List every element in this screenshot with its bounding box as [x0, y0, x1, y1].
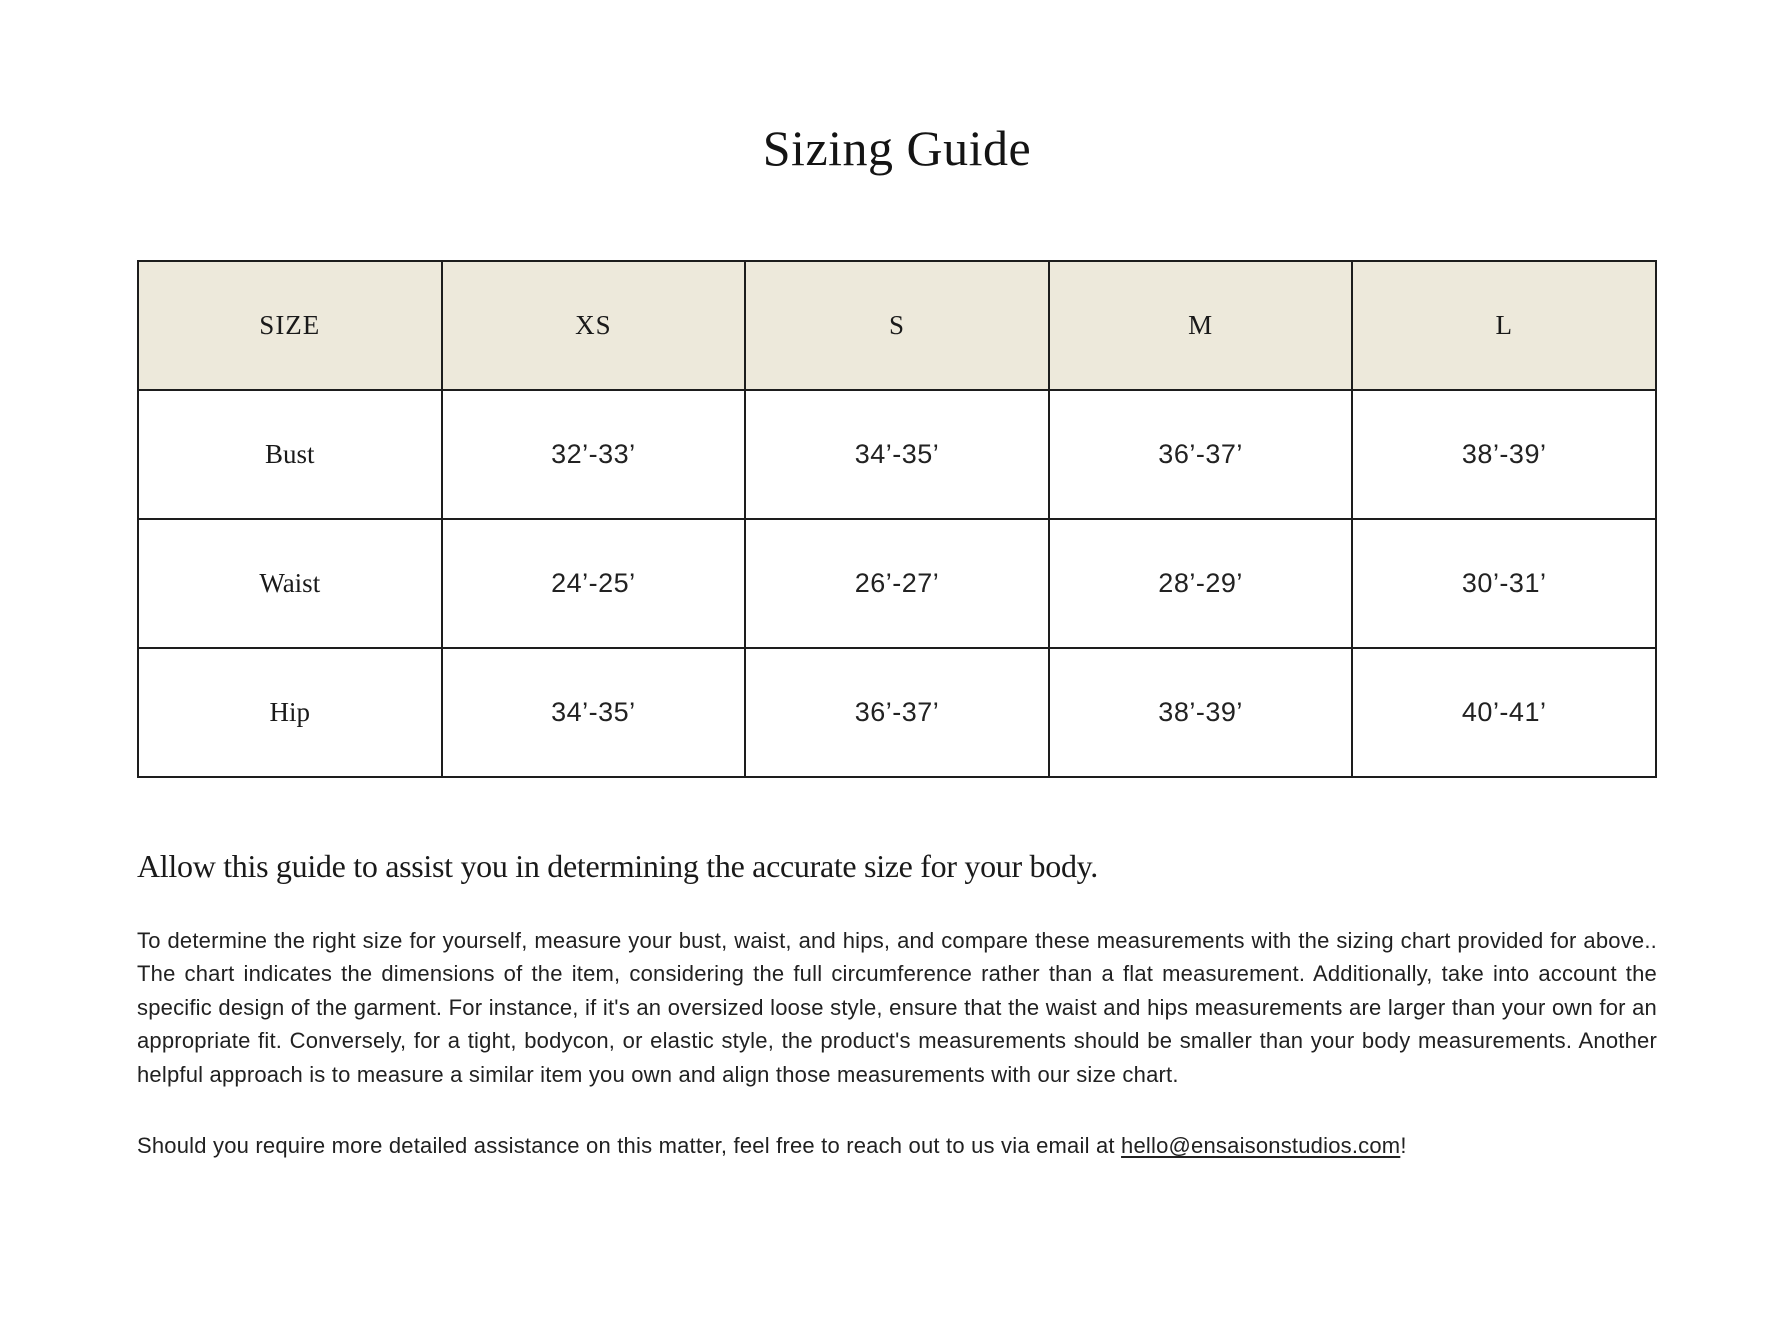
- page-title: Sizing Guide: [762, 120, 1032, 176]
- bust-m-value: 36’-37’: [1049, 390, 1353, 519]
- table-row-waist: [138, 519, 1656, 648]
- hip-xs-value: 34’-35’: [442, 648, 746, 777]
- column-header-l: L: [1352, 261, 1656, 390]
- sizing-instructions-paragraph: To determine the right size for yourself, measure your bust, waist, and hips, and compare these measurements with the sizing chart provided for above.. The chart indicates the dimensions of the item, considering the full circumference rather than a flat measurement. Additionally, take into account the specific design of the garment. For instance, if it's an oversized loose style, ensure that the waist and hips measurements are larger than your own for an appropriate fit. Conversely, for a tight, bodycon, or elastic style, the product's measurements should be smaller than your body measurements. Another helpful approach is to measure a similar item you own and align those measurements with our size chart.: [137, 927, 1657, 1087]
- page-content: [0, 120, 1792, 1163]
- hip-m-value: 38’-39’: [1049, 648, 1353, 777]
- row-label-waist: Waist: [138, 519, 442, 648]
- column-header-m: M: [1049, 261, 1353, 390]
- hip-l-value: 40’-41’: [1352, 648, 1656, 777]
- column-header-xs: XS: [442, 261, 746, 390]
- bust-l-value: 38’-39’: [1352, 390, 1656, 519]
- column-header-size: SIZE: [138, 261, 442, 390]
- bust-xs-value: 32’-33’: [442, 390, 746, 519]
- row-label-hip: Hip: [138, 648, 442, 777]
- waist-xs-value: 24’-25’: [442, 519, 746, 648]
- contact-text: Should you require more detailed assistance on this matter, feel free to reach out to us via email at: [137, 1133, 1122, 1158]
- bust-s-value: 34’-35’: [745, 390, 1049, 519]
- table-row-bust: [138, 390, 1656, 519]
- column-header-s: S: [745, 261, 1049, 390]
- waist-l-value: 30’-31’: [1352, 519, 1656, 648]
- hip-s-value: 36’-37’: [745, 648, 1049, 777]
- size-table: [137, 260, 1657, 778]
- table-header-row: [138, 261, 1656, 390]
- table-row-hip: [138, 648, 1656, 777]
- row-label-bust: Bust: [138, 390, 442, 519]
- contact-line: [137, 1129, 1657, 1163]
- waist-m-value: 28’-29’: [1049, 519, 1353, 648]
- waist-s-value: 26’-27’: [745, 519, 1049, 648]
- contact-suffix: !: [1400, 1133, 1407, 1158]
- subheading: Allow this guide to assist you in determining the accurate size for your body.: [137, 847, 1098, 884]
- email-link[interactable]: hello@ensaisonstudios.com: [1121, 1133, 1401, 1158]
